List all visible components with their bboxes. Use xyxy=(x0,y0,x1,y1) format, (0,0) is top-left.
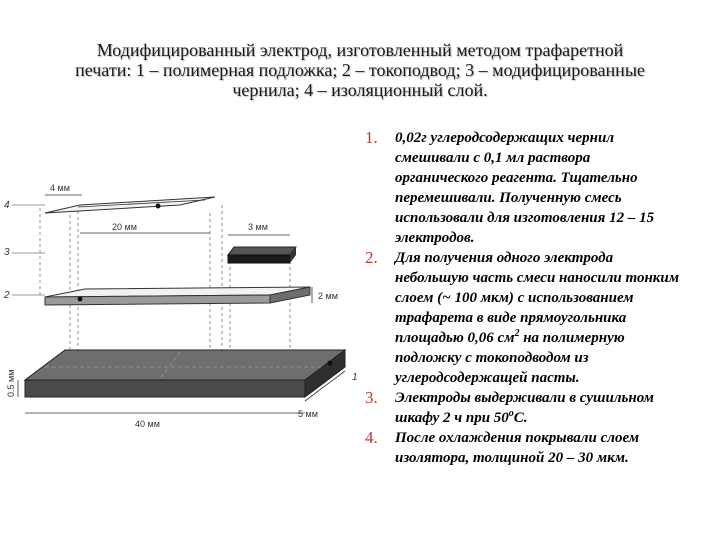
step-number: 1. xyxy=(365,128,378,147)
title-line-2: печати: 1 – полимерная подложка; 2 – токоподвод; 3 – модифицированные xyxy=(75,60,645,80)
polymer-substrate xyxy=(25,350,345,397)
insulation-layer xyxy=(45,197,215,213)
step-text-part: С. xyxy=(513,410,528,426)
list-item xyxy=(365,428,685,468)
step-number: 4. xyxy=(365,428,378,447)
step-text-part: Электроды выдерживали в сушильном шкафу 2 ч при 50 xyxy=(395,390,654,426)
dim-top-width: 4 мм xyxy=(50,183,70,193)
procedure-steps xyxy=(365,128,685,468)
list-item xyxy=(365,248,685,388)
dim-top-length: 20 мм xyxy=(112,222,137,232)
title-line-3: чернила; 4 – изоляционный слой. xyxy=(232,80,488,100)
dim-substrate-width: 5 мм xyxy=(298,409,318,419)
step-text xyxy=(395,388,685,428)
slide-title xyxy=(30,40,690,100)
step-text xyxy=(395,248,685,388)
layer-label-4: 4 xyxy=(4,200,10,211)
layer-label-3: 3 xyxy=(4,247,10,258)
step-text: 0,02г углеродсодержащих чернил смешивали с 0,1 мл раствора органического реагента. Тщательно перемешивали. Полученную смесь использовали для изготовления 12 – 15 электродов. xyxy=(395,130,655,246)
superscript: о xyxy=(508,408,514,419)
conductor-layer xyxy=(45,287,310,305)
title-line-1: Модифицированный электрод, изготовленный методом трафаретной xyxy=(96,40,624,60)
step-number: 3. xyxy=(365,388,378,407)
electrode-diagram xyxy=(0,175,365,445)
dim-substrate-height: 0.5 мм xyxy=(6,369,16,397)
layer-label-1: 1 xyxy=(352,372,358,383)
step-number: 2. xyxy=(365,248,378,267)
modified-ink-layer xyxy=(228,247,296,263)
dim-ink-width: 3 мм xyxy=(248,222,268,232)
list-item xyxy=(365,388,685,428)
step-text-part: на полимерную подложку с токоподводом из углеродсодержащей пасты. xyxy=(395,330,625,386)
dim-conductor-thickness: 2 мм xyxy=(318,291,338,301)
layer-label-2: 2 xyxy=(4,290,10,301)
step-text: После охлаждения покрывали слоем изолятора, толщиной 20 – 30 мкм. xyxy=(395,430,640,466)
step-text-part: Для получения одного электрода небольшую часть смеси наносили тонким слоем (~ 100 мкм) с использованием трафарета в виде прямоугольника площадью 0,06 см xyxy=(395,250,680,346)
dim-substrate-length: 40 мм xyxy=(135,419,160,429)
superscript: 2 xyxy=(514,328,520,339)
list-item xyxy=(365,128,685,248)
